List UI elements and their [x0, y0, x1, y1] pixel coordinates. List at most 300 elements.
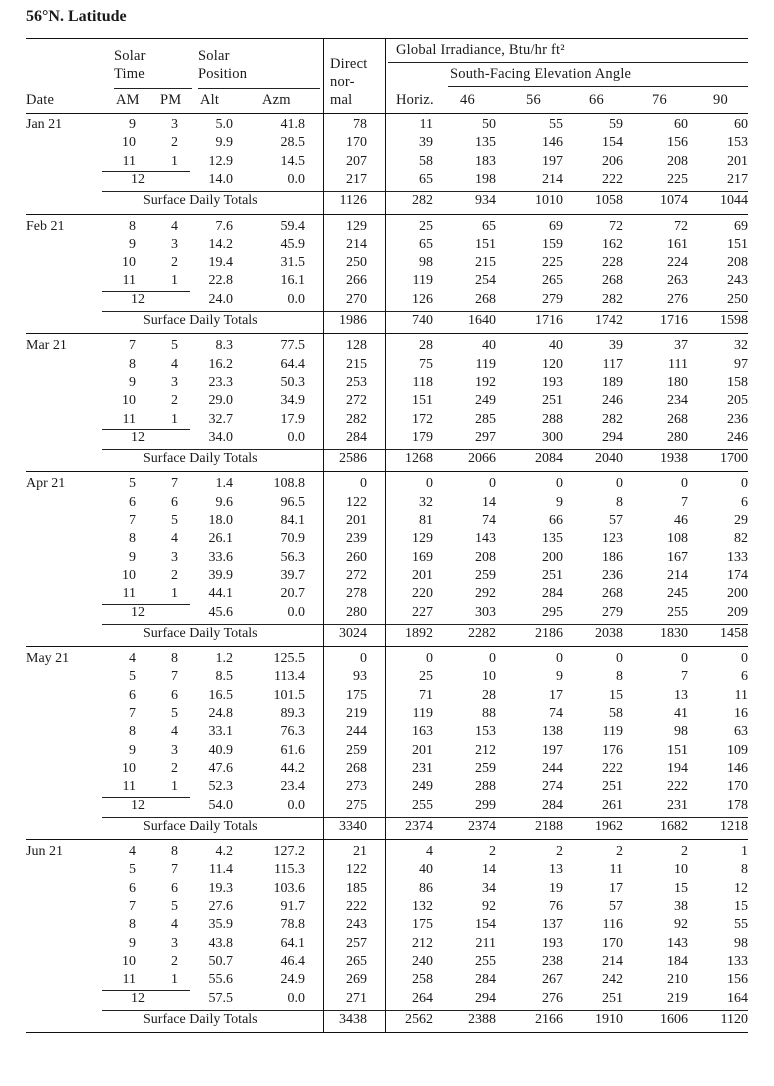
cell-azm: 127.2 [273, 844, 305, 860]
cell-am: 11 [122, 779, 136, 795]
cell-angle-66: 57 [609, 899, 623, 914]
cell-azm: 41.8 [280, 117, 305, 132]
total-horizontal: 1268 [405, 451, 433, 467]
cell-angle-46: 14 [482, 494, 496, 510]
cell-horizontal: 212 [412, 935, 433, 951]
cell-am: 10 [122, 760, 136, 776]
cell-angle-76: 167 [667, 549, 688, 565]
cell-angle-76: 151 [667, 742, 688, 758]
totals-label: Surface Daily Totals [143, 313, 258, 328]
cell-angle-56: 120 [542, 356, 563, 372]
cell-am: 8 [129, 531, 136, 547]
cell-alt: 14.2 [208, 236, 233, 252]
cell-azm: 91.7 [280, 899, 305, 914]
angle-header-76: 76 [652, 92, 667, 108]
cell-am: 10 [122, 255, 136, 271]
cell-azm: 39.7 [280, 567, 305, 583]
cell-angle-66: 57 [609, 513, 623, 528]
cell-angle-90: 170 [727, 779, 748, 795]
cell-angle-76: 7 [681, 669, 688, 685]
cell-angle-46: 34 [482, 880, 496, 896]
cell-angle-46: 74 [482, 513, 496, 528]
cell-angle-90: 0 [741, 651, 748, 667]
cell-direct-normal: 280 [346, 604, 367, 620]
cell-angle-56: 197 [542, 742, 563, 758]
total-angle-66: 1058 [595, 193, 623, 209]
date-label: Jun 21 [26, 844, 63, 860]
cell-azm: 24.9 [280, 972, 305, 988]
totals-label: Surface Daily Totals [143, 193, 258, 209]
cell-horizontal: 179 [412, 429, 433, 445]
cell-direct-normal: 284 [346, 429, 367, 445]
cell-angle-66: 117 [602, 356, 623, 372]
total-direct-normal: 1126 [339, 193, 367, 209]
cell-angle-66: 236 [602, 567, 623, 583]
cell-angle-76: 268 [667, 411, 688, 427]
cell-angle-76: 208 [667, 153, 688, 169]
cell-am: 5 [129, 476, 136, 492]
cell-angle-90: 151 [727, 236, 748, 252]
cell-azm: 0.0 [287, 797, 305, 813]
cell-alt: 33.6 [208, 549, 233, 565]
cell-horizontal: 163 [412, 724, 433, 740]
cell-azm: 101.5 [273, 687, 305, 703]
cell-direct-normal: 201 [346, 513, 367, 528]
cell-pm: 3 [171, 117, 178, 132]
cell-angle-90: 174 [727, 567, 748, 583]
total-angle-76: 1938 [660, 451, 688, 467]
cell-direct-normal: 175 [346, 687, 367, 703]
cell-am: 7 [129, 513, 136, 528]
cell-angle-66: 123 [602, 531, 623, 547]
cell-azm: 44.2 [280, 760, 305, 776]
cell-pm: 1 [171, 972, 178, 988]
cell-angle-46: 259 [475, 760, 496, 776]
cell-angle-66: 246 [602, 393, 623, 409]
cell-angle-56: 69 [549, 218, 563, 234]
totals-rule [102, 191, 748, 192]
horiz-header: Horiz. [396, 92, 434, 108]
total-angle-90: 1218 [720, 818, 748, 834]
cell-am: 4 [129, 651, 136, 667]
cell-azm: 20.7 [280, 586, 305, 602]
cell-angle-66: 176 [602, 742, 623, 758]
cell-angle-76: 219 [667, 990, 688, 1006]
cell-angle-66: 8 [616, 669, 623, 685]
cell-alt: 27.6 [208, 899, 233, 914]
cell-azm: 28.5 [280, 135, 305, 151]
global-irradiance-divider [385, 38, 386, 1032]
totals-rule [102, 449, 748, 450]
cell-azm: 61.6 [280, 742, 305, 758]
cell-angle-46: 153 [475, 724, 496, 740]
cell-direct-normal: 222 [346, 899, 367, 914]
date-label: Jan 21 [26, 117, 63, 132]
cell-azm: 84.1 [280, 513, 305, 528]
cell-azm: 16.1 [280, 273, 305, 289]
cell-pm: 3 [171, 236, 178, 252]
cell-direct-normal: 271 [346, 990, 367, 1006]
cell-azm: 59.4 [280, 218, 305, 234]
cell-pm: 2 [171, 135, 178, 151]
cell-angle-90: 32 [734, 338, 748, 354]
cell-direct-normal: 270 [346, 291, 367, 307]
cell-angle-46: 65 [482, 218, 496, 234]
cell-pm: 1 [171, 273, 178, 289]
totals-label: Surface Daily Totals [143, 818, 258, 834]
cell-angle-76: 0 [681, 476, 688, 492]
cell-angle-66: 39 [609, 338, 623, 354]
cell-angle-90: 6 [741, 669, 748, 685]
cell-horizontal: 231 [412, 760, 433, 776]
cell-horizontal: 0 [426, 651, 433, 667]
cell-angle-46: 299 [475, 797, 496, 813]
cell-angle-46: 10 [482, 669, 496, 685]
cell-am: 6 [129, 687, 136, 703]
page-title: 56°N. Latitude [26, 8, 127, 25]
cell-angle-56: 159 [542, 236, 563, 252]
cell-horizontal: 98 [419, 255, 433, 271]
section-bottom-rule [26, 1032, 748, 1033]
cell-angle-46: 294 [475, 990, 496, 1006]
angle-header-90: 90 [713, 92, 728, 108]
date-label: Feb 21 [26, 218, 65, 234]
cell-angle-46: 211 [475, 935, 496, 951]
cell-angle-46: 14 [482, 862, 496, 878]
cell-angle-56: 244 [542, 760, 563, 776]
cell-angle-76: 60 [674, 117, 688, 132]
total-horizontal: 282 [412, 193, 433, 209]
cell-alt: 16.2 [208, 356, 233, 372]
cell-angle-76: 234 [667, 393, 688, 409]
cell-angle-46: 215 [475, 255, 496, 271]
noon-separator-rule [102, 171, 190, 172]
cell-horizontal: 25 [419, 218, 433, 234]
cell-angle-76: 224 [667, 255, 688, 271]
cell-azm: 0.0 [287, 990, 305, 1006]
cell-angle-56: 19 [549, 880, 563, 896]
noon-separator-rule [102, 291, 190, 292]
cell-horizontal: 58 [419, 153, 433, 169]
noon-hour: 12 [131, 429, 145, 445]
cell-pm: 8 [171, 844, 178, 860]
cell-horizontal: 227 [412, 604, 433, 620]
cell-alt: 14.0 [208, 171, 233, 187]
noon-separator-rule [102, 990, 190, 991]
cell-alt: 43.8 [208, 935, 233, 951]
cell-azm: 23.4 [280, 779, 305, 795]
date-label: May 21 [26, 651, 70, 667]
cell-azm: 76.3 [280, 724, 305, 740]
cell-pm: 5 [171, 513, 178, 528]
cell-angle-76: 0 [681, 651, 688, 667]
cell-angle-76: 225 [667, 171, 688, 187]
cell-direct-normal: 122 [346, 862, 367, 878]
total-direct-normal: 2586 [339, 451, 367, 467]
cell-angle-76: 184 [667, 953, 688, 969]
noon-hour: 12 [131, 990, 145, 1006]
cell-angle-76: 10 [674, 862, 688, 878]
cell-pm: 2 [171, 567, 178, 583]
cell-horizontal: 4 [426, 844, 433, 860]
cell-horizontal: 119 [412, 706, 433, 721]
cell-angle-76: 72 [674, 218, 688, 234]
totals-rule [102, 817, 748, 818]
noon-hour: 12 [131, 171, 145, 187]
cell-angle-46: 212 [475, 742, 496, 758]
cell-azm: 0.0 [287, 291, 305, 307]
cell-angle-90: 55 [734, 917, 748, 933]
cell-pm: 3 [171, 742, 178, 758]
total-angle-66: 1910 [595, 1011, 623, 1027]
cell-angle-56: 265 [542, 273, 563, 289]
cell-pm: 4 [171, 724, 178, 740]
cell-angle-66: 72 [609, 218, 623, 234]
cell-azm: 96.5 [280, 494, 305, 510]
cell-angle-90: 158 [727, 374, 748, 390]
cell-angle-90: 209 [727, 604, 748, 620]
cell-angle-90: 16 [734, 706, 748, 721]
cell-azm: 46.4 [280, 953, 305, 969]
cell-angle-46: 249 [475, 393, 496, 409]
cell-angle-56: 17 [549, 687, 563, 703]
cell-angle-76: 38 [674, 899, 688, 914]
cell-horizontal: 86 [419, 880, 433, 896]
cell-angle-56: 0 [556, 651, 563, 667]
cell-am: 5 [129, 862, 136, 878]
cell-pm: 1 [171, 586, 178, 602]
cell-azm: 31.5 [280, 255, 305, 271]
cell-alt: 35.9 [208, 917, 233, 933]
cell-angle-46: 255 [475, 953, 496, 969]
cell-pm: 4 [171, 356, 178, 372]
cell-angle-90: 11 [734, 687, 748, 703]
totals-label: Surface Daily Totals [143, 451, 258, 467]
cell-pm: 4 [171, 917, 178, 933]
cell-angle-46: 28 [482, 687, 496, 703]
cell-angle-46: 198 [475, 171, 496, 187]
header-bottom-rule [26, 113, 748, 114]
totals-label: Surface Daily Totals [143, 625, 258, 641]
solar-time-header-line2: Time [114, 66, 145, 82]
cell-alt: 9.9 [215, 135, 233, 151]
noon-separator-rule [102, 429, 190, 430]
cell-angle-76: 161 [667, 236, 688, 252]
cell-angle-56: 137 [542, 917, 563, 933]
cell-azm: 89.3 [280, 706, 305, 721]
cell-azm: 70.9 [280, 531, 305, 547]
cell-angle-66: 268 [602, 586, 623, 602]
cell-angle-66: 282 [602, 291, 623, 307]
total-angle-66: 2040 [595, 451, 623, 467]
cell-angle-90: 243 [727, 273, 748, 289]
cell-alt: 45.6 [208, 604, 233, 620]
cell-angle-56: 214 [542, 171, 563, 187]
section-bottom-rule [26, 471, 748, 472]
cell-alt: 33.1 [208, 724, 233, 740]
total-angle-76: 1682 [660, 818, 688, 834]
cell-angle-46: 119 [475, 356, 496, 372]
total-angle-56: 1716 [535, 313, 563, 328]
cell-alt: 39.9 [208, 567, 233, 583]
cell-am: 11 [122, 411, 136, 427]
cell-angle-76: 245 [667, 586, 688, 602]
cell-am: 10 [122, 567, 136, 583]
cell-angle-66: 116 [602, 917, 623, 933]
angle-header-56: 56 [526, 92, 541, 108]
cell-angle-76: 15 [674, 880, 688, 896]
cell-am: 8 [129, 917, 136, 933]
cell-pm: 6 [171, 687, 178, 703]
cell-pm: 6 [171, 494, 178, 510]
cell-horizontal: 32 [419, 494, 433, 510]
cell-am: 9 [129, 742, 136, 758]
cell-angle-66: 170 [602, 935, 623, 951]
cell-alt: 18.0 [208, 513, 233, 528]
cell-angle-46: 183 [475, 153, 496, 169]
cell-pm: 1 [171, 411, 178, 427]
cell-alt: 23.3 [208, 374, 233, 390]
cell-azm: 17.9 [280, 411, 305, 427]
total-angle-46: 2282 [468, 625, 496, 641]
south-rule [448, 86, 748, 87]
cell-alt: 16.5 [208, 687, 233, 703]
total-horizontal: 2374 [405, 818, 433, 834]
cell-am: 9 [129, 549, 136, 565]
cell-horizontal: 126 [412, 291, 433, 307]
section-bottom-rule [26, 214, 748, 215]
cell-azm: 34.9 [280, 393, 305, 409]
cell-angle-76: 255 [667, 604, 688, 620]
cell-azm: 108.8 [273, 476, 305, 492]
cell-angle-56: 197 [542, 153, 563, 169]
cell-angle-56: 74 [549, 706, 563, 721]
cell-horizontal: 119 [412, 273, 433, 289]
cell-angle-66: 15 [609, 687, 623, 703]
cell-angle-56: 9 [556, 669, 563, 685]
cell-alt: 57.5 [208, 990, 233, 1006]
cell-alt: 1.2 [215, 651, 233, 667]
cell-angle-46: 303 [475, 604, 496, 620]
cell-azm: 50.3 [280, 374, 305, 390]
cell-am: 11 [122, 153, 136, 169]
cell-angle-66: 59 [609, 117, 623, 132]
cell-pm: 2 [171, 760, 178, 776]
cell-angle-56: 251 [542, 567, 563, 583]
total-angle-56: 2188 [535, 818, 563, 834]
cell-alt: 9.6 [215, 494, 233, 510]
cell-pm: 2 [171, 393, 178, 409]
cell-direct-normal: 185 [346, 880, 367, 896]
cell-am: 8 [129, 356, 136, 372]
cell-pm: 5 [171, 338, 178, 354]
cell-alt: 19.4 [208, 255, 233, 271]
direct-normal-header-line2: nor- [330, 74, 355, 90]
cell-direct-normal: 278 [346, 586, 367, 602]
total-angle-90: 1120 [720, 1011, 748, 1027]
cell-angle-76: 210 [667, 972, 688, 988]
cell-am: 11 [122, 273, 136, 289]
cell-am: 9 [129, 374, 136, 390]
cell-am: 7 [129, 899, 136, 914]
date-label: Mar 21 [26, 338, 67, 354]
cell-horizontal: 65 [419, 171, 433, 187]
cell-angle-66: 2 [616, 844, 623, 860]
cell-angle-66: 268 [602, 273, 623, 289]
cell-horizontal: 151 [412, 393, 433, 409]
cell-angle-76: 92 [674, 917, 688, 933]
cell-alt: 22.8 [208, 273, 233, 289]
cell-direct-normal: 259 [346, 742, 367, 758]
cell-angle-76: 276 [667, 291, 688, 307]
cell-horizontal: 11 [419, 117, 433, 132]
cell-direct-normal: 21 [353, 844, 367, 860]
cell-direct-normal: 78 [353, 117, 367, 132]
cell-angle-66: 242 [602, 972, 623, 988]
cell-angle-90: 0 [741, 476, 748, 492]
cell-pm: 2 [171, 953, 178, 969]
cell-azm: 115.3 [274, 862, 305, 878]
cell-am: 11 [122, 586, 136, 602]
cell-angle-76: 156 [667, 135, 688, 151]
section-bottom-rule [26, 333, 748, 334]
cell-azm: 0.0 [287, 171, 305, 187]
cell-alt: 44.1 [208, 586, 233, 602]
cell-angle-46: 92 [482, 899, 496, 914]
azm-header: Azm [262, 92, 291, 108]
cell-horizontal: 65 [419, 236, 433, 252]
cell-direct-normal: 215 [346, 356, 367, 372]
cell-angle-56: 200 [542, 549, 563, 565]
cell-direct-normal: 257 [346, 935, 367, 951]
cell-angle-56: 40 [549, 338, 563, 354]
solar-position-header-line2: Position [198, 66, 248, 82]
cell-pm: 7 [171, 476, 178, 492]
cell-pm: 4 [171, 218, 178, 234]
cell-angle-46: 0 [489, 651, 496, 667]
cell-alt: 5.0 [215, 117, 233, 132]
cell-angle-56: 295 [542, 604, 563, 620]
cell-angle-90: 133 [727, 549, 748, 565]
cell-horizontal: 249 [412, 779, 433, 795]
cell-angle-90: 164 [727, 990, 748, 1006]
cell-pm: 1 [171, 153, 178, 169]
cell-angle-46: 268 [475, 291, 496, 307]
cell-angle-76: 46 [674, 513, 688, 528]
cell-alt: 24.8 [208, 706, 233, 721]
cell-alt: 55.6 [208, 972, 233, 988]
total-horizontal: 2562 [405, 1011, 433, 1027]
total-angle-76: 1074 [660, 193, 688, 209]
total-direct-normal: 1986 [339, 313, 367, 328]
cell-angle-90: 153 [727, 135, 748, 151]
cell-angle-46: 0 [489, 476, 496, 492]
cell-angle-46: 292 [475, 586, 496, 602]
cell-angle-46: 192 [475, 374, 496, 390]
solar-position-header: Solar [198, 48, 230, 64]
cell-azm: 103.6 [273, 880, 305, 896]
cell-angle-56: 251 [542, 393, 563, 409]
cell-angle-90: 201 [727, 153, 748, 169]
cell-pm: 1 [171, 779, 178, 795]
cell-am: 9 [129, 117, 136, 132]
cell-angle-90: 109 [727, 742, 748, 758]
cell-am: 5 [129, 669, 136, 685]
cell-angle-56: 288 [542, 411, 563, 427]
cell-direct-normal: 239 [346, 531, 367, 547]
cell-angle-56: 0 [556, 476, 563, 492]
cell-direct-normal: 217 [346, 171, 367, 187]
